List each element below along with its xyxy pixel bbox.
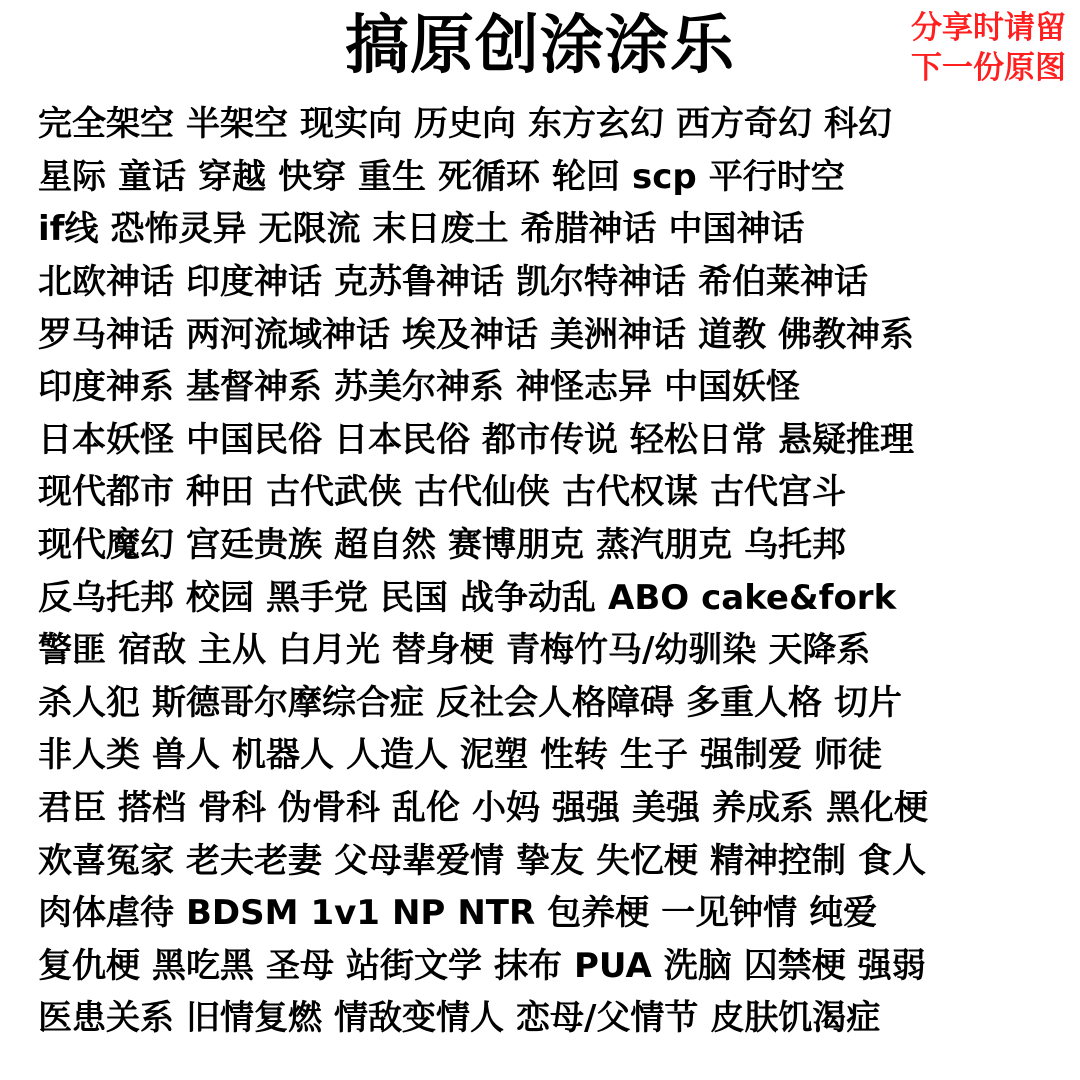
tag-item: 养成系 [712,788,814,829]
tag-item: 完全架空 [38,104,174,145]
tag-item: 强弱 [857,945,926,986]
tag-item: 神怪志异 [516,367,652,408]
tag-item: 乱伦 [392,788,460,829]
tag-item: 性转 [540,735,608,776]
tag-item: 抹布 [494,945,562,986]
tag-item: 旧情复燃 [186,998,322,1039]
tag-item: 克苏鲁神话 [334,262,504,303]
tag-line [38,414,1078,467]
tag-item: 超自然 [334,525,436,566]
tag-item: NP [391,893,446,934]
tag-item: 轻松日常 [630,419,766,460]
tag-item: 东方玄幻 [528,104,664,145]
tag-item: 天降系 [768,630,871,671]
tag-item: 肉体虐待 [38,893,174,934]
tag-item: 反社会人格障碍 [436,682,674,723]
tag-line [38,887,1078,940]
tag-item: 挚友 [516,840,584,881]
tag-item: 反乌托邦 [38,577,174,618]
tag-item: 轮回 [552,156,620,197]
tag-item: 希伯莱神话 [698,262,868,303]
tag-item: 泥塑 [460,735,528,776]
tag-item: 赛博朋克 [448,525,584,566]
tag-item: 古代武侠 [266,472,402,513]
tag-line [38,308,1078,361]
tag-item: 情敌变情人 [334,998,504,1039]
tag-line [38,729,1078,782]
tag-item: 古代宫斗 [710,472,846,513]
tag-line [38,940,1078,993]
tag-line [38,361,1078,414]
tag-item: 平行时空 [708,156,845,197]
tag-item: 师徒 [814,735,882,776]
tag-item: 复仇梗 [38,945,140,986]
tag-item: 基督神系 [186,367,322,408]
tag-line [38,677,1078,730]
tag-item: 黑化梗 [826,788,928,829]
tag-item: 印度神话 [186,262,322,303]
tag-item: 父母辈爱情 [334,840,504,881]
tag-item: 切片 [834,682,902,723]
tag-item: 民国 [380,577,448,618]
tag-item: 精神控制 [710,840,846,881]
tag-item: 校园 [186,577,254,618]
tag-item: 黑吃黑 [152,945,254,986]
tag-item: if线 [38,209,99,250]
tag-item: 佛教神系 [778,314,914,355]
tag-item: 星际 [38,156,106,197]
tag-line [38,992,1078,1045]
tag-item: 强强 [552,788,620,829]
tag-item: 杀人犯 [38,682,140,723]
tag-item: 食人 [858,840,926,881]
tag-item: 埃及神话 [402,314,538,355]
tag-item: 美强 [632,788,700,829]
tag-item: 蒸汽朋克 [596,525,732,566]
tag-item: 机器人 [232,735,334,776]
share-note-line-2: 下一份原图 [911,50,1066,86]
tag-item: 强制爱 [700,735,802,776]
tag-item: 印度神系 [38,367,174,408]
tag-line [38,571,1078,624]
tag-item: 洗脑 [663,945,732,986]
tag-item: 囚禁梗 [743,945,846,986]
tag-item: 古代仙侠 [414,472,550,513]
tag-item: 中国民俗 [186,419,322,460]
tag-item: 科幻 [824,104,892,145]
tag-item: 恋母/父情节 [516,998,699,1039]
share-note-line-1: 分享时请留 [911,10,1066,46]
tag-item: 包养梗 [547,893,650,934]
tag-item: 警匪 [38,630,106,671]
tag-item: 失忆梗 [596,840,698,881]
tag-line [38,466,1078,519]
tag-item: 无限流 [258,209,361,250]
tag-item: 主从 [198,630,266,671]
tag-item: NTR [457,893,536,934]
tag-line [38,203,1078,256]
tag-item: 伪骨科 [278,788,380,829]
tag-item: 宿敌 [118,630,186,671]
tag-item: 非人类 [38,735,140,776]
tag-line [38,834,1078,887]
tag-item: 北欧神话 [38,262,174,303]
tag-item: 快穿 [278,156,346,197]
tag-item: 1v1 [310,893,380,934]
tag-item: 宫廷贵族 [186,525,322,566]
tag-item: 乌托邦 [744,525,846,566]
tag-item: scp [632,156,697,197]
tag-list [38,98,1078,1045]
tag-item: 历史向 [414,104,516,145]
tag-item: 站街文学 [346,945,482,986]
tag-item: 道教 [698,314,766,355]
tag-item: 凯尔特神话 [516,262,686,303]
tag-item: 医患关系 [38,998,174,1039]
tag-item: 生子 [620,735,688,776]
tag-line [38,98,1078,151]
tag-line [38,782,1078,835]
tag-item: ABO [608,577,690,618]
tag-item: 斯德哥尔摩综合症 [152,682,424,723]
tag-item: 现代魔幻 [38,525,174,566]
tag-item: 黑手党 [266,577,368,618]
tag-item: 恐怖灵异 [110,209,247,250]
tag-item: 古代权谋 [562,472,698,513]
tag-item: BDSM [186,893,299,934]
tag-item: 多重人格 [686,682,822,723]
tag-item: 圣母 [266,945,334,986]
tag-item: 穿越 [198,156,266,197]
tag-item: 希腊神话 [520,209,657,250]
tag-item: 半架空 [186,104,288,145]
tag-item: 苏美尔神系 [334,367,504,408]
tag-item: PUA [574,945,652,986]
tag-item: 替身梗 [392,630,494,671]
tag-item: 中国神话 [668,209,805,250]
tag-item: 日本妖怪 [38,419,174,460]
tag-item: 兽人 [152,735,220,776]
tag-item: 老夫老妻 [186,840,322,881]
tag-line [38,519,1078,572]
tag-item: 死循环 [438,156,540,197]
tag-item: 人造人 [346,735,448,776]
tag-item: 小妈 [472,788,540,829]
page-title: 搞原创涂涂乐 [345,9,735,83]
tag-item: 美洲神话 [550,314,686,355]
tag-item: 青梅竹马/幼驯染 [506,630,757,671]
tag-item: 战争动乱 [460,577,596,618]
tag-item: 两河流域神话 [186,314,390,355]
tag-item: 都市传说 [482,419,618,460]
tag-line [38,256,1078,309]
tag-item: 日本民俗 [334,419,470,460]
tag-line [38,624,1078,677]
tag-item: 君臣 [38,788,106,829]
tag-item: 现实向 [300,104,402,145]
tag-item: 重生 [358,156,426,197]
tag-item: 童话 [118,156,186,197]
tag-item: 中国妖怪 [664,367,800,408]
tag-item: 种田 [186,472,254,513]
tag-item: 西方奇幻 [676,104,812,145]
tag-item: cake&fork [701,577,897,618]
tag-item: 现代都市 [38,472,174,513]
tag-line [38,151,1078,204]
tag-item: 皮肤饥渴症 [710,998,881,1039]
tag-item: 搭档 [118,788,186,829]
tag-item: 欢喜冤家 [38,840,174,881]
tag-item: 悬疑推理 [778,419,914,460]
tag-item: 纯爱 [809,893,878,934]
tag-item: 罗马神话 [38,314,174,355]
tag-item: 白月光 [278,630,380,671]
tag-item: 骨科 [198,788,266,829]
share-note [896,8,1066,88]
tag-item: 末日废土 [372,209,509,250]
tag-item: 一见钟情 [661,893,798,934]
